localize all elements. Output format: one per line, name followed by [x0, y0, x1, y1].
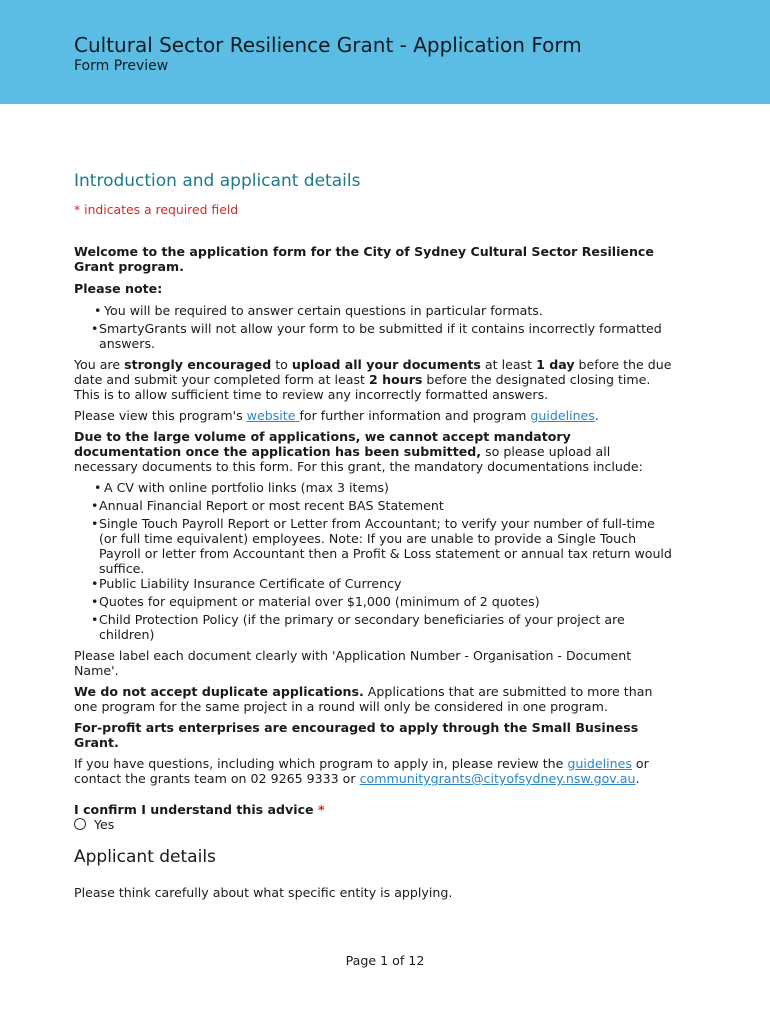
- intro-content: [74, 244, 674, 832]
- website-link[interactable]: website: [246, 408, 300, 423]
- form-title: Cultural Sector Resilience Grant - Application Form: [74, 33, 582, 57]
- mandatory-docs-list: [74, 480, 674, 642]
- upload-encouragement-text: You are strongly encouraged to upload all your documents at least 1 day before the due date and submit your completed form at least 2 hours before the designated closing time. This is to allow sufficient time to review any incorrectly formatted answers.: [74, 357, 672, 402]
- program-info-text: Please view this program's website for further information and program guidelines.: [74, 408, 599, 423]
- page-number: Page 1 of 12: [345, 953, 425, 968]
- section-heading-introduction: Introduction and applicant details: [74, 171, 361, 191]
- list-item: • Single Touch Payroll Report or Letter from Accountant; to verify your number of full-time (or full time equivalent) employees. Note: If you are unable to provide a Single Touch Payroll or letter from Accountant then a Profit & Loss statement or annual tax return would suffice.: [74, 516, 674, 576]
- questions-contact-text: If you have questions, including which program to apply in, please review the guidelines or contact the grants team on 02 9265 9333 or communitygrants@cityofsydney.nsw.gov.au.: [74, 756, 649, 786]
- guidelines-link-2[interactable]: guidelines: [567, 756, 632, 771]
- list-item: • A CV with online portfolio links (max 3 items): [74, 480, 674, 495]
- list-item: • SmartyGrants will not allow your form to be submitted if it contains incorrectly formatted answers.: [74, 321, 674, 351]
- notes-list: [74, 303, 674, 351]
- confirm-question-label: I confirm I understand this advice *: [74, 802, 325, 817]
- section-heading-applicant-details: Applicant details: [74, 847, 216, 867]
- welcome-text: Welcome to the application form for the City of Sydney Cultural Sector Resilience Grant program.: [74, 244, 654, 274]
- applicant-details-text: Please think carefully about what specific entity is applying.: [74, 885, 453, 900]
- mandatory-docs-text: Due to the large volume of applications, we cannot accept mandatory documentation once the application has been submitted, so please upload all necessary documents to this form. For this grant, the mandatory documentations include:: [74, 429, 643, 474]
- required-field-note: * indicates a required field: [74, 202, 239, 217]
- form-subtitle: Form Preview: [74, 58, 169, 74]
- duplicate-applications-text: We do not accept duplicate applications. Applications that are submitted to more than one program for the same project in a round will only be considered in one program.: [74, 684, 653, 714]
- please-note-label: Please note:: [74, 281, 163, 296]
- label-document-text: Please label each document clearly with 'Application Number - Organisation - Document Name'.: [74, 648, 632, 678]
- list-item: • Child Protection Policy (if the primary or secondary beneficiaries of your project are children): [74, 612, 674, 642]
- confirm-yes-option[interactable]: [74, 817, 674, 832]
- list-item: • Public Liability Insurance Certificate of Currency: [74, 576, 674, 591]
- list-item: • Quotes for equipment or material over $1,000 (minimum of 2 quotes): [74, 594, 674, 609]
- radio-label: Yes: [94, 817, 115, 832]
- for-profit-text: For-profit arts enterprises are encouraged to apply through the Small Business Grant.: [74, 720, 639, 750]
- list-item: • Annual Financial Report or most recent BAS Statement: [74, 498, 674, 513]
- email-link[interactable]: communitygrants@cityofsydney.nsw.gov.au: [359, 771, 636, 786]
- required-star: *: [317, 802, 325, 817]
- guidelines-link[interactable]: guidelines: [530, 408, 595, 423]
- radio-button-icon[interactable]: [74, 818, 86, 830]
- form-header-banner: [0, 0, 770, 104]
- list-item: • You will be required to answer certain questions in particular formats.: [74, 303, 674, 318]
